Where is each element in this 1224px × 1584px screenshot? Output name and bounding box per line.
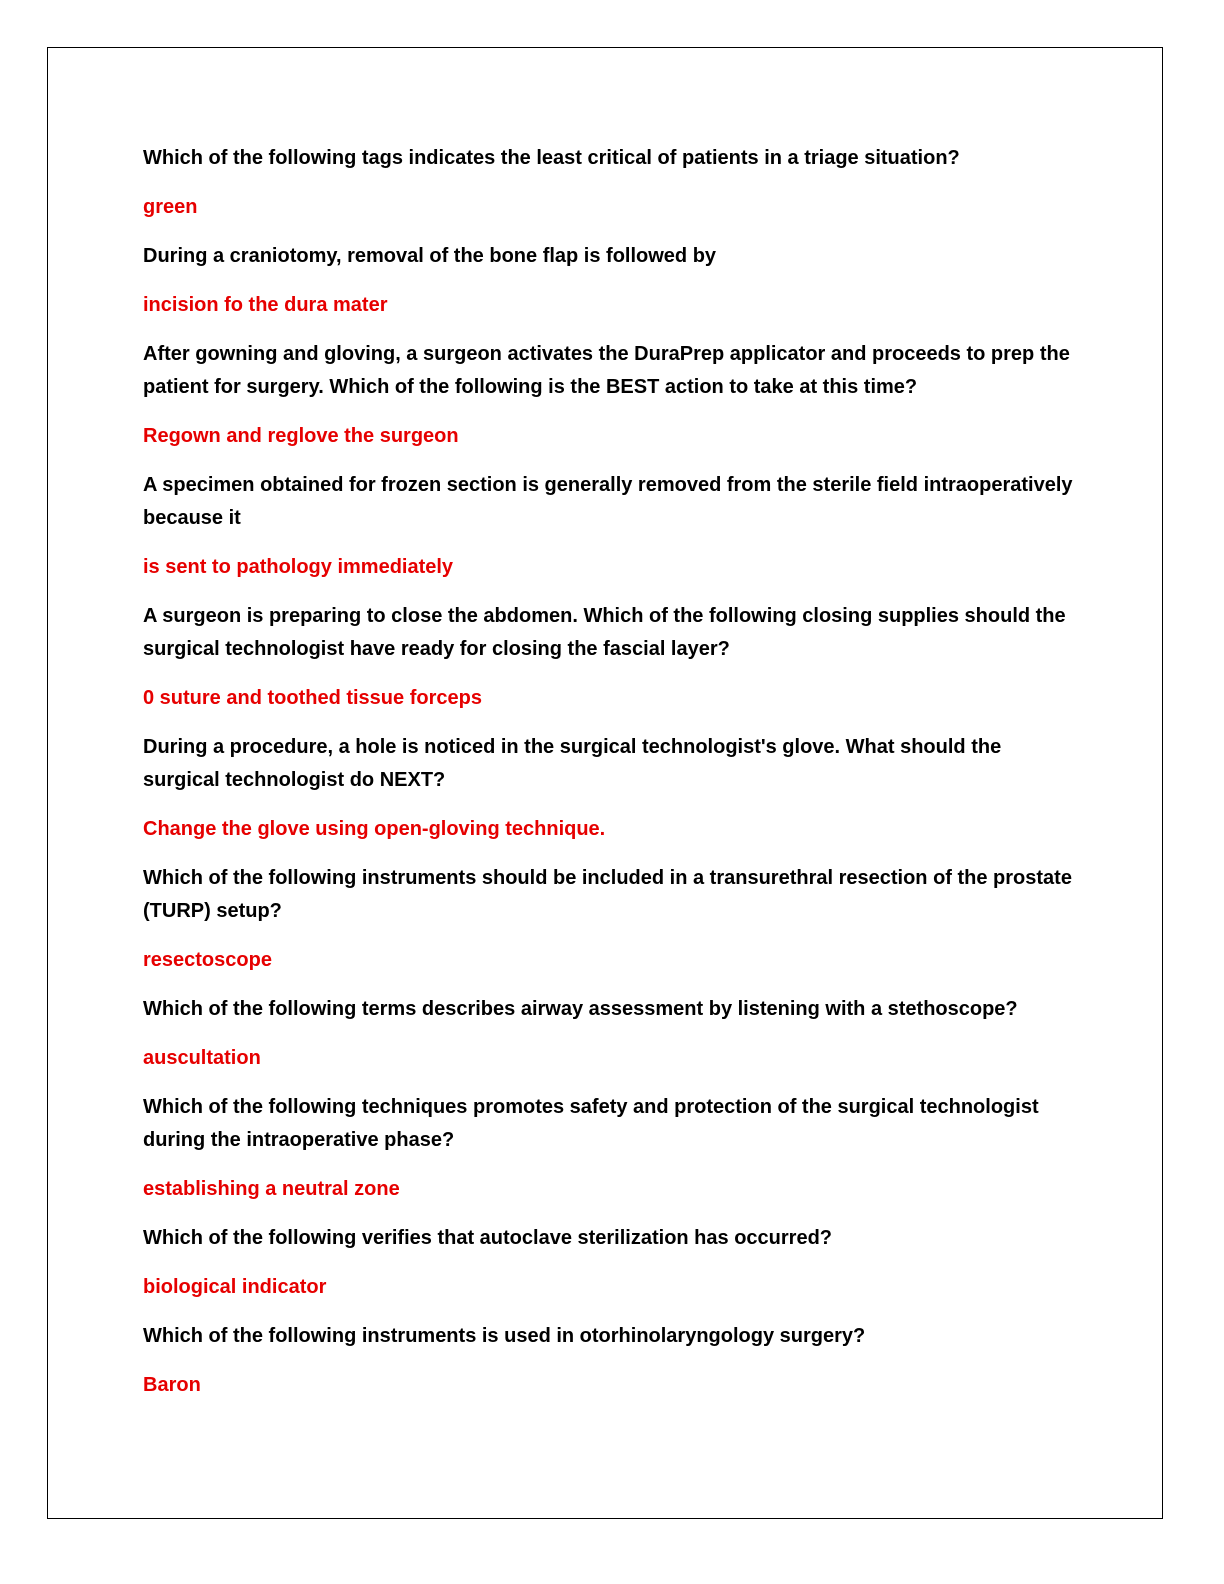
question-text: Which of the following instruments should be included in a transurethral resection of the prostate (TURP) setup? [143,867,1072,922]
question-text: During a craniotomy, removal of the bone flap is followed by [143,245,717,267]
question-text: Which of the following terms describes airway assessment by listening with a stethoscope? [143,998,1018,1020]
answer-text: Regown and reglove the surgeon [143,425,459,447]
question-text: Which of the following techniques promotes safety and protection of the surgical technologist during the intraoperative phase? [143,1096,1039,1151]
document-content [143,142,1083,1418]
answer-text: green [143,196,198,218]
question-text: A specimen obtained for frozen section is generally removed from the sterile field intraoperatively because it [143,474,1073,529]
answer-text: 0 suture and toothed tissue forceps [143,687,482,709]
question-text: Which of the following tags indicates the least critical of patients in a triage situation? [143,147,960,169]
answer-text: establishing a neutral zone [143,1178,400,1200]
answer-text: resectoscope [143,949,272,971]
question-text: Which of the following instruments is used in otorhinolaryngology surgery? [143,1325,866,1347]
question-text: During a procedure, a hole is noticed in the surgical technologist's glove. What should the surgical technologist do NEXT? [143,736,1002,791]
question-text: Which of the following verifies that autoclave sterilization has occurred? [143,1227,833,1249]
question-text: A surgeon is preparing to close the abdomen. Which of the following closing supplies should the surgical technologist have ready for closing the fascial layer? [143,605,1066,660]
answer-text: is sent to pathology immediately [143,556,454,578]
answer-text: Baron [143,1374,201,1396]
question-text: After gowning and gloving, a surgeon activates the DuraPrep applicator and proceeds to prep the patient for surgery. Which of the following is the BEST action to take at this time? [143,343,1070,398]
answer-text: biological indicator [143,1276,327,1298]
answer-text: auscultation [143,1047,261,1069]
answer-text: incision fo the dura mater [143,294,388,316]
answer-text: Change the glove using open-gloving technique. [143,818,606,840]
